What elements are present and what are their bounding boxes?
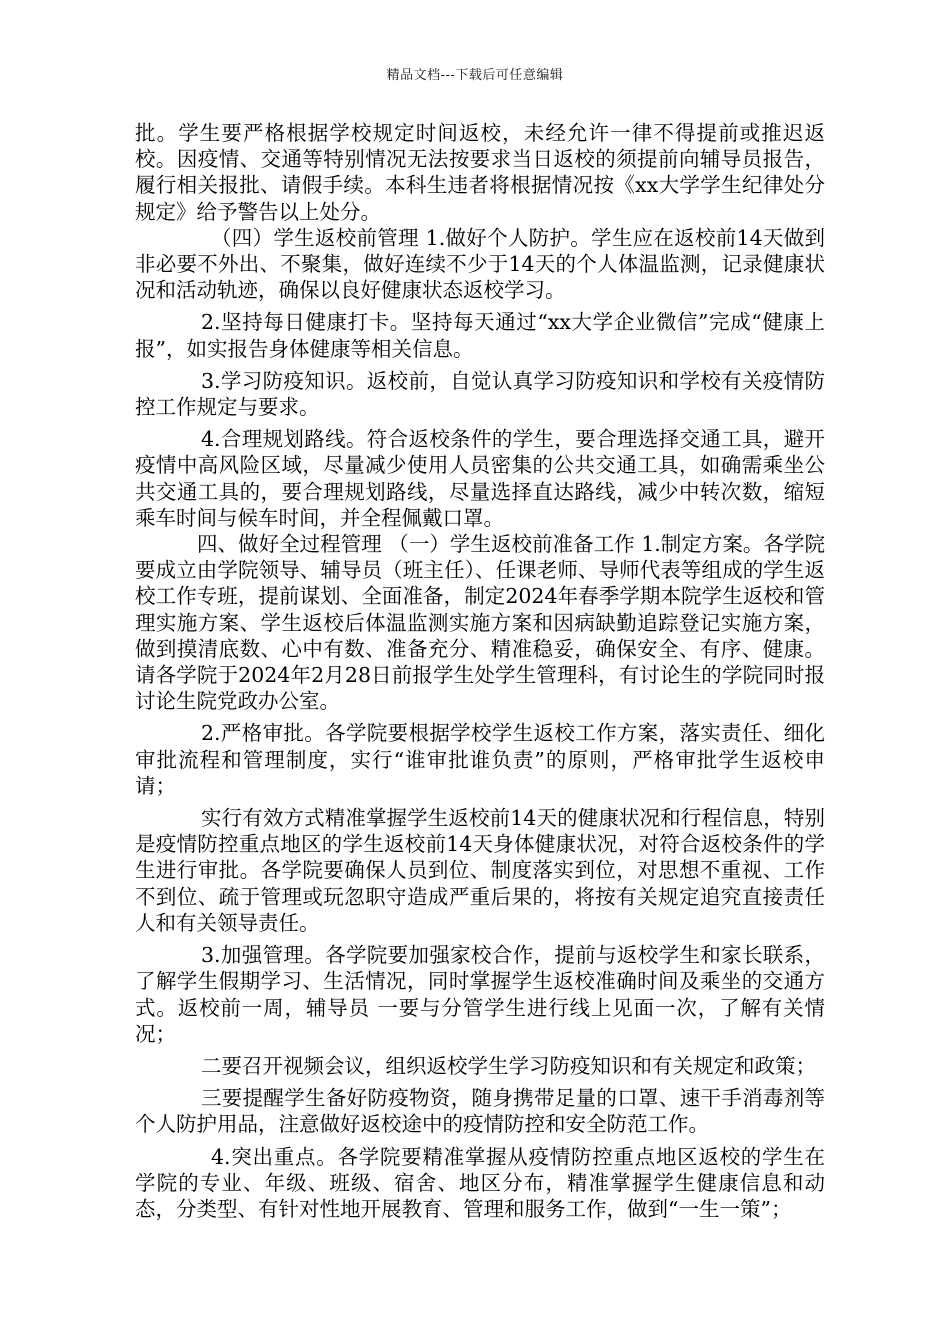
- paragraph-10: 二要召开视频会议，组织返校学生学习防疫知识和有关规定和政策；: [201, 1053, 816, 1078]
- paragraph-7: 2.严格审批。各学院要根据学校学生返校工作方案，落实责任、细化审批流程和管理制度，实行“谁审批谁负责”的原则，严格审批学生返校申请；: [135, 721, 825, 798]
- paragraph-8: 实行有效方式精准掌握学生返校前14天的健康状况和行程信息，特别是疫情防控重点地区的学生返校前14天身体健康状况，对符合返校条件的学生进行审批。各学院要确保人员到位、制度落实到位，对思想不重视、工作不到位、疏于管理或玩忽职守造成严重后果的，将按有关规定追究直接责任人和有关领导责任。: [135, 806, 825, 935]
- page-header: 精品文档---下载后可任意编辑: [386, 68, 564, 83]
- paragraph-12: 4.突出重点。各学院要精准掌握从疫情防控重点地区返校的学生在学院的专业、年级、班级、宿舍、地区分布，精准掌握学生健康信息和动态，分类型、有针对性地开展教育、管理和服务工作，做到“一生一策”；: [135, 1144, 825, 1221]
- paragraph-6: 四、做好全过程管理 （一）学生返校前准备工作 1.制定方案。各学院要成立由学院领导、辅导员（班主任）、任课老师、导师代表等组成的学生返校工作专班，提前谋划、全面准备，制定2024年春季学期本院学生返校和管理实施方案、学生返校后体温监测实施方案和因病缺勤追踪登记实施方案，做到摸清底数、心中有数、准备充分、精准稳妥，确保安全、有序、健康。请各学院于2024年2月28日前报学生处学生管理科，有讨论生的学院同时报讨论生院党政办公室。: [135, 532, 825, 714]
- document-body: [135, 120, 825, 1222]
- paragraph-11: 三要提醒学生备好防疫物资，随身携带足量的口罩、速干手消毒剂等个人防护用品，注意做好返校途中的疫情防控和安全防范工作。: [135, 1086, 825, 1137]
- paragraph-2: （四）学生返校前管理 1.做好个人防护。学生应在返校前14天做到非必要不外出、不聚集，做好连续不少于14天的个人体温监测，记录健康状况和活动轨迹，确保以良好健康状态返校学习。: [135, 225, 825, 303]
- paragraph-9: 3.加强管理。各学院要加强家校合作，提前与返校学生和家长联系，了解学生假期学习、生活情况，同时掌握学生返校准确时间及乘坐的交通方式。返校前一周，辅导员 一要与分管学生进行线上见面一次，了解有关情况；: [135, 943, 825, 1046]
- paragraph-4: 3.学习防疫知识。返校前，自觉认真学习防疫知识和学校有关疫情防控工作规定与要求。: [135, 368, 825, 420]
- paragraph-5: 4.合理规划路线。符合返校条件的学生，要合理选择交通工具，避开疫情中高风险区域，尽量减少使用人员密集的公共交通工具，如确需乘坐公共交通工具的，要合理规划路线，尽量选择直达路线，减少中转次数，缩短乘车时间与候车时间，并全程佩戴口罩。: [135, 427, 825, 530]
- paragraph-3: 2.坚持每日健康打卡。坚持每天通过“xx大学企业微信”完成“健康上报”，如实报告身体健康等相关信息。: [135, 310, 825, 361]
- paragraph-1: 批。学生要严格根据学校规定时间返校，未经允许一律不得提前或推迟返校。因疫情、交通等特别情况无法按要求当日返校的须提前向辅导员报告，履行相关报批、请假手续。本科生违者将根据情况按《xx大学学生纪律处分规定》给予警告以上处分。: [135, 121, 825, 224]
